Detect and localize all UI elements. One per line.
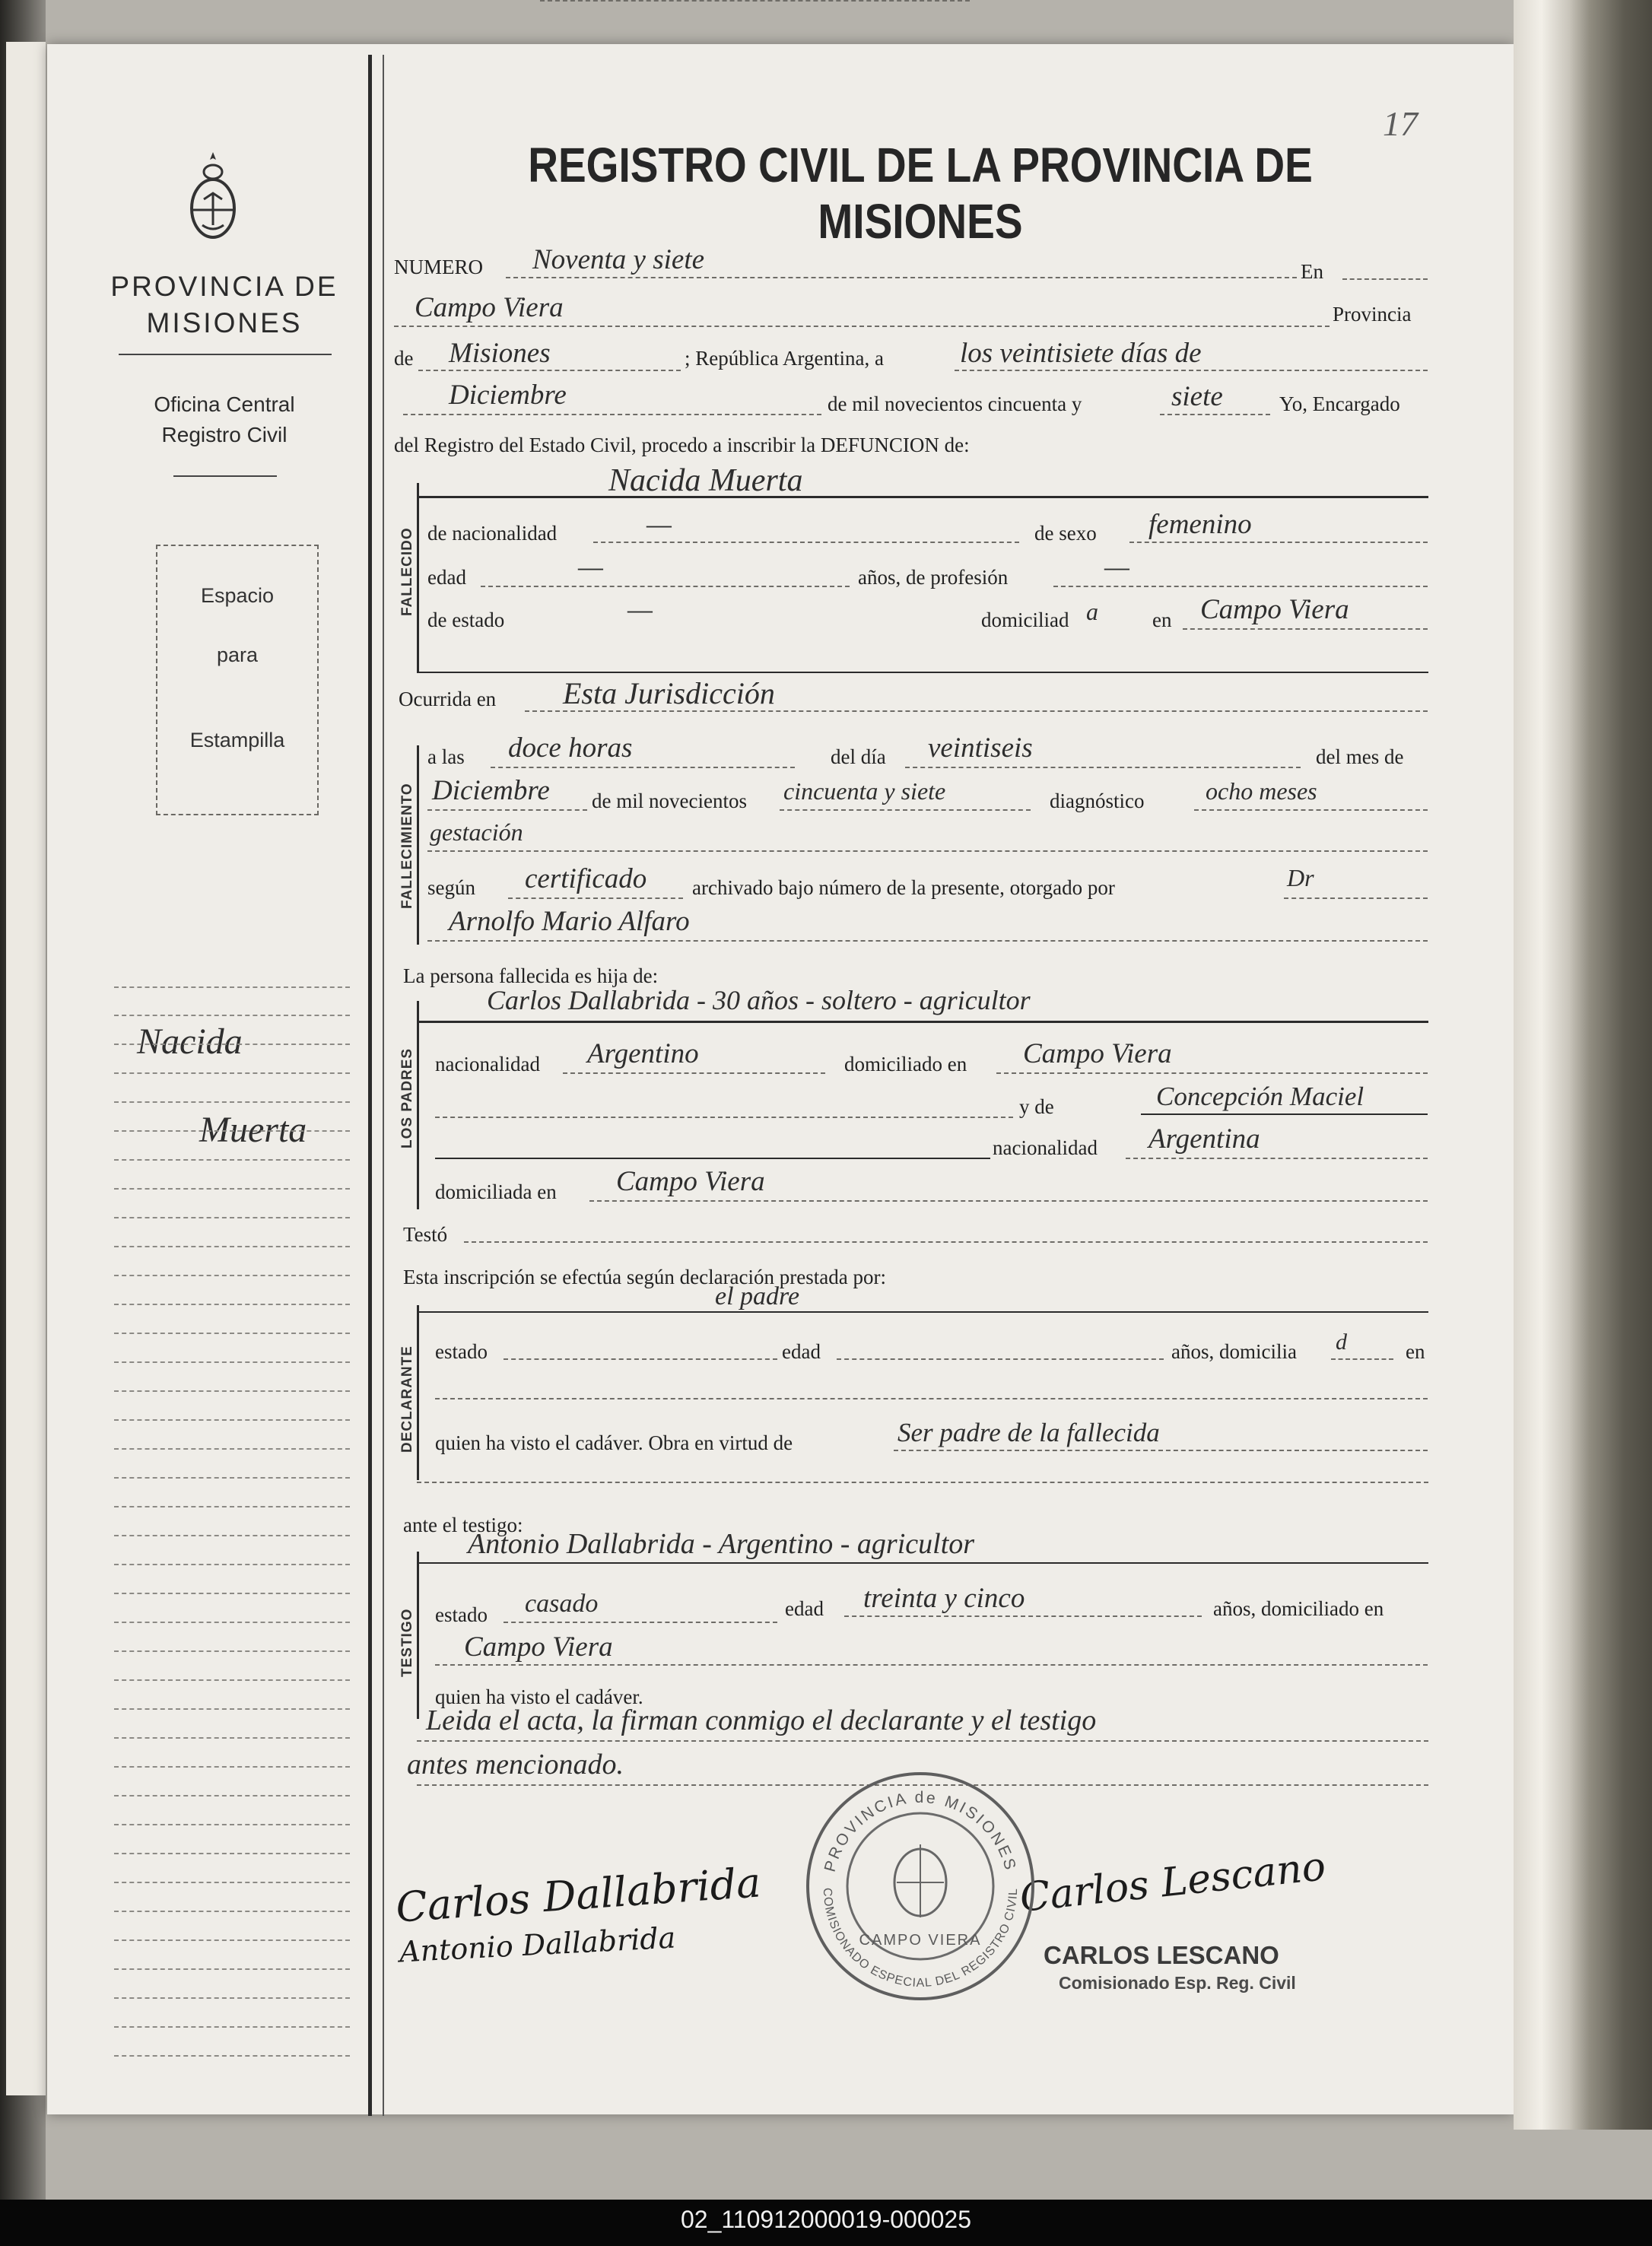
stamp-label-2: para [216, 643, 259, 666]
declarante-edad-label: edad [782, 1340, 821, 1363]
madre-line [1141, 1113, 1428, 1115]
sexo-line [1129, 542, 1428, 543]
office-line2: Registro Civil [161, 423, 288, 446]
fallecido-bottom-rule [417, 672, 1428, 673]
declarante-bracket [417, 1305, 419, 1480]
nacionalidad-line [593, 542, 1019, 543]
testigo-edad-value: treinta y cinco [863, 1583, 1025, 1614]
image-id-caption: 02_110912000019-000025 [680, 2206, 971, 2233]
signature-antonio-dallabrida: Antonio Dallabrida [399, 1920, 677, 1969]
declarante-estado-label: estado [435, 1340, 488, 1363]
testigo-edad-label: edad [785, 1597, 824, 1620]
testigo-estado-value: casado [525, 1590, 599, 1618]
signature-official: Carlos Lescano [1017, 1844, 1328, 1921]
testigo-name-line [417, 1562, 1428, 1564]
margin-note-muerta: Muerta [199, 1110, 307, 1150]
province-value: Misiones [449, 338, 551, 369]
nacionalidad-value: — [647, 509, 672, 540]
padre-domicilio-line [996, 1072, 1428, 1074]
madre-blank-line [435, 1158, 990, 1159]
dia-label: del día [831, 745, 886, 768]
province-heading-line1: PROVINCIA DE [110, 271, 338, 302]
mes-value: Diciembre [432, 775, 550, 806]
madre-nacionalidad-line [1126, 1158, 1428, 1159]
yo-encargado-text: Yo, Encargado [1279, 392, 1400, 415]
declarante-blank-line [435, 1398, 1428, 1399]
margin-rule [368, 55, 372, 2116]
margin-rule-thin [383, 55, 384, 2116]
registro-text: del Registro del Estado Civil, procedo a inscribir la DEFUNCION de: [394, 434, 970, 456]
padre-domiciliado-label: domiciliado en [844, 1053, 967, 1075]
testo-line [464, 1241, 1428, 1243]
madre-nacionalidad-value: Argentina [1148, 1123, 1260, 1155]
edad-label: edad [427, 566, 466, 589]
month-value: Diciembre [449, 380, 567, 411]
testigo-bracket [417, 1552, 419, 1719]
numero-line [506, 277, 1297, 278]
official-title: Comisionado Esp. Reg. Civil [1059, 1973, 1296, 1993]
days-value: los veintisiete días de [960, 338, 1202, 369]
closing-line-2: antes mencionado. [407, 1749, 624, 1781]
doctor-name: Arnolfo Mario Alfaro [449, 906, 690, 937]
testo-label: Testó [403, 1223, 448, 1246]
month-line [403, 414, 821, 415]
domiciliada-label: domiciliad [981, 608, 1069, 631]
office-divider [173, 475, 277, 477]
official-printed-name: CARLOS LESCANO [1044, 1941, 1279, 1969]
declarante-anios-label: años, domicilia [1171, 1340, 1297, 1363]
deceased-name: Nacida Muerta [608, 463, 803, 498]
declarante-intro: Esta inscripción se efectúa según declaración prestada por: [403, 1266, 886, 1288]
padre-nacionalidad-label: nacionalidad [435, 1053, 540, 1075]
signature-carlos-dallabrida: Carlos Dallabrida [394, 1858, 763, 1932]
domicilio-line [1183, 628, 1428, 630]
testigo-edad-line [844, 1615, 1202, 1617]
diagnostico-label: diagnóstico [1050, 789, 1145, 812]
declarante-vio-text: quien ha visto el cadáver. Obra en virtud de [435, 1431, 793, 1454]
madre-domiciliada-label: domiciliada en [435, 1180, 557, 1203]
diagnostico-cont-line [427, 850, 1428, 852]
y-de-label: y de [1019, 1095, 1054, 1118]
estado-line [540, 0, 970, 2]
padre-value: Carlos Dallabrida - 30 años - soltero - agricultor [487, 985, 1031, 1015]
padre-nacionalidad-line [563, 1072, 825, 1074]
de-label: de [394, 347, 414, 370]
testigo-anios-label: años, domiciliado en [1213, 1597, 1384, 1620]
profesion-label: años, de profesión [858, 566, 1009, 589]
edad-line [481, 586, 850, 587]
provincia-label: Provincia [1333, 303, 1412, 326]
ocurrida-value: Esta Jurisdicción [563, 676, 775, 710]
mes-line [427, 809, 587, 811]
declarante-edad-line [837, 1358, 1164, 1360]
official-seal-stamp [802, 1768, 1038, 2004]
domicilio-value: Campo Viera [1200, 594, 1349, 625]
padre-blank-line [435, 1117, 1013, 1118]
padre-line [417, 1021, 1428, 1023]
anio-label: de mil novecientos [592, 789, 747, 812]
madre-nacionalidad-label: nacionalidad [993, 1136, 1098, 1159]
segun-value: certificado [525, 863, 647, 894]
diagnostico-value: ocho meses [1206, 777, 1317, 805]
doctor-prefix-line [1284, 897, 1428, 899]
closing-line-1-rule [417, 1740, 1428, 1742]
sexo-label: de sexo [1034, 522, 1097, 545]
dia-value: veintiseis [928, 732, 1033, 764]
nacionalidad-label: de nacionalidad [427, 522, 558, 545]
year-value: siete [1171, 381, 1223, 412]
previous-page-edge [6, 42, 46, 2095]
republica-text: ; República Argentina, a [685, 347, 884, 370]
mes-label: del mes de [1316, 745, 1404, 768]
place-line [394, 326, 1330, 327]
edad-value: — [578, 551, 603, 583]
name-line [417, 496, 1428, 498]
madre-domicilio-value: Campo Viera [616, 1166, 765, 1197]
en-label: En [1301, 260, 1323, 283]
testigo-estado-line [504, 1622, 777, 1623]
hora-line [491, 767, 795, 768]
margin-note-nacida: Nacida [137, 1021, 243, 1062]
stamp-label-3: Estampilla [189, 729, 285, 751]
page-number: 17 [1383, 104, 1418, 143]
segun-label: según [427, 876, 475, 899]
stamp-label-1: Espacio [200, 584, 275, 607]
seal-outer-top: PROVINCIA de MISIONES [821, 1789, 1020, 1874]
year-line [1160, 414, 1270, 415]
numero-value: Noventa y siete [532, 244, 705, 275]
en-line [1342, 278, 1428, 280]
declarante-name: el padre [715, 1282, 800, 1310]
closing-line-1: Leida el acta, la firman conmigo el declarante y el testigo [426, 1704, 1097, 1736]
hora-label: a las [427, 745, 465, 768]
national-emblem-icon [186, 149, 240, 243]
declarante-en-label: en [1406, 1340, 1425, 1363]
anio-line [780, 809, 1031, 811]
province-line [418, 370, 681, 371]
declarante-vio-value: Ser padre de la fallecida [897, 1418, 1160, 1447]
hora-value: doce horas [508, 732, 633, 764]
province-heading-line2: MISIONES [146, 307, 303, 338]
domiciliada-suffix: a [1086, 598, 1098, 625]
madre-domicilio-line [589, 1200, 1428, 1202]
declarante-anios-suffix: d [1336, 1329, 1347, 1355]
dia-line [905, 767, 1301, 768]
diagnostico-line [1194, 809, 1428, 811]
declarante-estado-line [504, 1358, 777, 1360]
testigo-intro: ante el testigo: [403, 1514, 523, 1536]
book-cover-right [1514, 0, 1652, 2130]
doctor-name-line [427, 940, 1428, 942]
document-title: REGISTRO CIVIL DE LA PROVINCIA DE MISIONES [528, 138, 1313, 249]
profesion-line [1053, 586, 1428, 587]
office-line1: Oficina Central [154, 392, 295, 416]
doctor-prefix: Dr [1287, 864, 1314, 891]
estado-label: de estado [427, 608, 505, 631]
padre-nacionalidad-value: Argentino [587, 1038, 699, 1069]
segun-line [508, 897, 683, 899]
testigo-estado-label: estado [435, 1603, 488, 1626]
stamp-space-box [156, 545, 319, 815]
declarante-vio-line [894, 1450, 1428, 1451]
profesion-value: — [1104, 551, 1129, 583]
declarante-domicilio-line [1331, 1358, 1393, 1360]
seal-outer-bottom: COMISIONADO ESPECIAL DEL REGISTRO CIVIL [820, 1887, 1021, 1990]
numero-label: NUMERO [394, 256, 484, 278]
fallecimiento-bracket [417, 745, 419, 945]
ocurrida-line [525, 710, 1428, 712]
seal-inner: CAMPO VIERA [859, 1932, 982, 1949]
ocurrida-label: Ocurrida en [399, 688, 497, 710]
madre-value: Concepción Maciel [1156, 1082, 1364, 1111]
declarante-bottom-line [417, 1482, 1428, 1483]
place-value: Campo Viera [415, 292, 564, 323]
year-text: de mil novecientos cincuenta y [828, 392, 1082, 415]
archivado-text: archivado bajo número de la presente, otorgado por [692, 876, 1115, 899]
anio-value: cincuenta y siete [783, 777, 946, 805]
days-line [955, 370, 1428, 371]
padre-domicilio-value: Campo Viera [1023, 1038, 1172, 1069]
testigo-name: Antonio Dallabrida - Argentino - agricultor [468, 1528, 975, 1560]
domicilio-en-label: en [1152, 608, 1172, 631]
padres-intro: La persona fallecida es hija de: [403, 964, 659, 987]
sexo-value: femenino [1148, 509, 1252, 540]
testigo-vio-text: quien ha visto el cadáver. [435, 1685, 643, 1708]
heading-divider [119, 354, 332, 355]
padres-bracket [417, 1001, 419, 1209]
testigo-domicilio-value: Campo Viera [464, 1631, 613, 1663]
diagnostico-continuation: gestación [430, 818, 523, 846]
testigo-domicilio-line [435, 1664, 1428, 1666]
declarante-name-line [417, 1311, 1428, 1313]
estado-value: — [627, 594, 653, 625]
fallecido-bracket [417, 483, 419, 672]
